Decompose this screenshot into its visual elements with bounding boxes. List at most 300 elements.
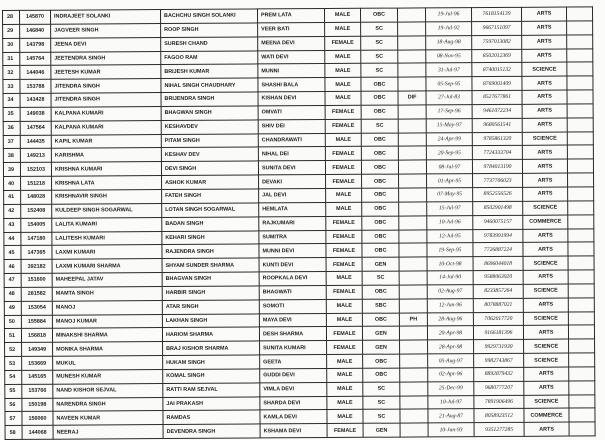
cell-father: HARBIR SINGH [162, 286, 259, 300]
cell-father: BADAN SINGH [162, 217, 259, 231]
cell-cat: SC [361, 50, 398, 64]
cell-father: BRAJ KISHOR SHARMA [163, 341, 260, 355]
cell-sr: 28 [3, 10, 20, 24]
cell-extra [567, 76, 593, 90]
table-row [5, 422, 595, 439]
cell-ph [400, 396, 428, 410]
cell-cat: OBC [362, 313, 399, 327]
cell-mobile: 8502901498 [473, 201, 523, 215]
cell-cat: GEN [363, 423, 400, 437]
cell-dob: 21-Aug-87 [428, 409, 474, 423]
cell-mother: VEER BATI [258, 22, 325, 36]
cell-stream: ARTS [521, 7, 566, 21]
cell-sr: 44 [4, 232, 21, 246]
cell-dob: 14-Jul-90 [427, 271, 473, 285]
cell-sr: 47 [4, 273, 21, 287]
cell-stream: ARTS [523, 325, 568, 339]
cell-stream: ARTS [523, 187, 568, 201]
cell-sr: 37 [3, 135, 20, 149]
cell-roll: 153669 [22, 356, 53, 370]
cell-sr: 29 [3, 24, 20, 38]
cell-name: MANOJ [52, 300, 162, 315]
cell-roll: 146840 [20, 24, 51, 38]
cell-name: LALITESH KUMARI [52, 231, 162, 246]
cell-dob: 19-Jul-96 [425, 8, 471, 22]
cell-roll: 152103 [20, 162, 51, 176]
cell-father: DEVENDRA SINGH [163, 424, 260, 438]
cell-dob: 02-Apr-96 [428, 368, 474, 382]
cell-name: KRISHNA KUMARI [51, 162, 161, 177]
cell-ph [398, 63, 426, 77]
cell-father: PITAM SINGH [161, 134, 258, 148]
cell-roll: 149213 [20, 149, 51, 163]
cell-father: SHYAM SUNDER SHARMA [162, 258, 259, 272]
cell-stream: ARTS [524, 381, 569, 395]
cell-father: KESHAVDEV [161, 120, 258, 134]
cell-mother: BHAGWATI [259, 285, 326, 299]
cell-ph: PH [399, 312, 427, 326]
cell-name: LAXMI KUMARI [52, 245, 162, 260]
cell-sr: 36 [3, 121, 20, 135]
cell-name: JITENDRA SINGH [51, 79, 161, 94]
cell-gender: MALE [327, 368, 363, 382]
cell-ph [398, 105, 426, 119]
cell-sr: 32 [3, 66, 20, 80]
cell-mobile: 9667151097 [472, 21, 522, 35]
cell-dob: 01-Apr-95 [427, 174, 473, 188]
cell-dob: 05-Sep-95 [426, 77, 472, 91]
cell-extra [568, 187, 594, 201]
cell-mother: PREM LATA [257, 9, 324, 23]
cell-ph [399, 257, 427, 271]
cell-ph [399, 243, 427, 257]
cell-mother: JAL DEVI [259, 188, 326, 202]
candidate-table [2, 6, 596, 440]
cell-father: ROOP SINGH [161, 23, 258, 37]
cell-roll: 154005 [21, 218, 52, 232]
cell-dob: 24-Apr-99 [426, 132, 472, 146]
cell-extra [569, 408, 595, 422]
cell-gender: FEMALE [327, 341, 363, 355]
cell-gender: MALE [324, 8, 360, 22]
cell-cat: OBC [362, 202, 399, 216]
cell-sr: 30 [3, 38, 20, 52]
cell-name: KARISHMA [51, 148, 161, 163]
cell-dob: 05-Aug-97 [428, 354, 474, 368]
cell-dob: 10-Jun-93 [428, 423, 474, 437]
cell-mother: GEETA [260, 355, 327, 369]
cell-mobile: 9461072234 [472, 104, 522, 118]
cell-stream: ARTS [523, 298, 568, 312]
cell-roll: 150198 [22, 398, 53, 412]
cell-roll: 147180 [21, 232, 52, 246]
cell-name: KULDEEP SINGH SOGARWAL [52, 203, 162, 218]
cell-name: JAGVEER SINGH [51, 23, 161, 38]
cell-mobile: 9784013190 [472, 160, 522, 174]
cell-ph [398, 77, 426, 91]
cell-roll: 153054 [21, 301, 52, 315]
cell-dob: 18-Aug-98 [426, 35, 472, 49]
cell-stream: ARTS [522, 90, 567, 104]
cell-extra [567, 62, 593, 76]
cell-gender: MALE [325, 50, 361, 64]
cell-mother: KAMLA DEVI [260, 410, 327, 424]
cell-father: BRIJESH KUMAR [161, 64, 258, 78]
cell-father: BACHCHU SINGH SOLANKI [161, 9, 258, 23]
cell-father: BHAGVAN SINGH [162, 272, 259, 286]
cell-gender: MALE [326, 299, 362, 313]
cell-ph [398, 36, 426, 50]
cell-name: KALPANA KUMARI [51, 106, 161, 121]
cell-roll: 149349 [22, 342, 53, 356]
cell-father: ATAR SINGH [162, 300, 259, 314]
cell-cat: GEN [362, 257, 399, 271]
cell-ph [399, 188, 427, 202]
cell-ph [398, 49, 426, 63]
cell-mobile: 9783991994 [473, 229, 523, 243]
cell-name: MAMTA SINGH [52, 286, 162, 301]
cell-stream: SCIENCE [522, 62, 567, 76]
cell-stream: ARTS [523, 229, 568, 243]
cell-sr: 39 [3, 163, 20, 177]
cell-name: NAVEEN KUMAR [53, 411, 163, 426]
cell-mobile: 9166181396 [473, 326, 523, 340]
cell-gender: FEMALE [326, 174, 362, 188]
cell-gender: MALE [325, 22, 361, 36]
cell-mobile: 7737706023 [473, 173, 523, 187]
cell-cat: SC [363, 382, 400, 396]
cell-cat: OBC [361, 105, 398, 119]
cell-sr: 58 [5, 426, 22, 440]
cell-gender: FEMALE [325, 36, 361, 50]
cell-mobile: 7891906496 [474, 395, 524, 409]
cell-father: NIHAL SINGH CHAUDHARY [161, 78, 258, 92]
cell-mother: OMVATI [258, 105, 325, 119]
cell-extra [569, 339, 595, 353]
cell-dob: 17-Sep-96 [426, 105, 472, 119]
cell-stream: ARTS [522, 118, 567, 132]
cell-cat: OBC [360, 8, 397, 22]
cell-gender: MALE [327, 382, 363, 396]
cell-gender: FEMALE [325, 105, 361, 119]
cell-extra [569, 353, 595, 367]
cell-father: ASHOK KUMAR [162, 175, 259, 189]
cell-roll: 152408 [21, 204, 52, 218]
cell-name: MONIKA SHARMA [53, 342, 163, 357]
cell-gender: FEMALE [325, 147, 361, 161]
cell-ph [400, 382, 428, 396]
cell-stream: ARTS [522, 159, 567, 173]
cell-mobile: 9929731930 [474, 340, 524, 354]
cell-ph [400, 340, 428, 354]
cell-cat: OBC [362, 174, 399, 188]
cell-stream: ARTS [523, 242, 568, 256]
cell-mobile: 8233857264 [473, 284, 523, 298]
cell-stream: ARTS [522, 35, 567, 49]
cell-father: HARIOM SHARMA [162, 327, 259, 341]
cell-sr: 35 [3, 107, 20, 121]
cell-ph [399, 271, 427, 285]
cell-mobile: 7726887224 [473, 243, 523, 257]
cell-dob: 08-Nov-95 [426, 49, 472, 63]
cell-ph [398, 146, 426, 160]
cell-mobile: 7597013082 [472, 35, 522, 49]
cell-extra [568, 201, 594, 215]
cell-mother: CHANDRAWATI [258, 133, 325, 147]
cell-ph [400, 409, 428, 423]
cell-sr: 51 [4, 329, 21, 343]
cell-gender: MALE [326, 202, 362, 216]
cell-stream: ARTS [522, 76, 567, 90]
cell-cat: OBC [363, 354, 400, 368]
cell-dob: 10-Oct-98 [427, 257, 473, 271]
cell-gender: MALE [326, 313, 362, 327]
cell-sr: 40 [4, 177, 21, 191]
cell-gender: MALE [325, 133, 361, 147]
cell-sr: 54 [5, 370, 22, 384]
cell-dob: 08-Jul-97 [426, 160, 472, 174]
cell-cat: GEN [363, 340, 400, 354]
cell-roll: 147564 [20, 121, 51, 135]
cell-extra [568, 228, 594, 242]
cell-mother: KSHAMA DEVI [260, 424, 327, 438]
cell-extra [568, 298, 594, 312]
cell-mobile: 9785861320 [472, 132, 522, 146]
cell-father: RAJENDRA SINGH [162, 244, 259, 258]
cell-name: MUNESH KUMAR [53, 369, 163, 384]
cell-stream: SCIENCE [523, 201, 568, 215]
cell-name: INDRAJEET SOLANKI [51, 10, 161, 25]
cell-sr: 48 [4, 287, 21, 301]
cell-roll: 143428 [20, 93, 51, 107]
cell-name: MINAKSHI SHARMA [52, 328, 162, 343]
cell-mother: DEVAKI [259, 175, 326, 189]
cell-mother: NIHAL DEI [258, 147, 325, 161]
cell-gender: MALE [325, 91, 361, 105]
cell-roll: 144046 [20, 66, 51, 80]
cell-dob: 12-Jul-95 [427, 229, 473, 243]
cell-ph [398, 160, 426, 174]
cell-cat: SC [361, 22, 398, 36]
cell-mother: KUNTI DEVI [259, 258, 326, 272]
cell-name: MUKUL [53, 356, 163, 371]
cell-gender: FEMALE [326, 216, 362, 230]
cell-sr: 52 [5, 343, 22, 357]
cell-extra [567, 90, 593, 104]
cell-sr: 42 [4, 204, 21, 218]
cell-gender: FEMALE [326, 285, 362, 299]
cell-name: KAPIL KUMAR [51, 134, 161, 149]
cell-stream: SCIENCE [523, 284, 568, 298]
cell-roll: 392182 [21, 259, 52, 273]
cell-roll: 149038 [20, 107, 51, 121]
cell-mother: MAYA DEVI [259, 313, 326, 327]
cell-cat: SC [363, 410, 400, 424]
cell-stream: ARTS [524, 422, 569, 436]
cell-mobile: 9460075157 [473, 215, 523, 229]
cell-dob: 10-Jul-96 [427, 215, 473, 229]
cell-gender: FEMALE [326, 257, 362, 271]
cell-sr: 55 [5, 384, 22, 398]
cell-name: LALITA KUMARI [52, 217, 162, 232]
cell-stream: SCIENCE [522, 132, 567, 146]
cell-ph [399, 285, 427, 299]
cell-name: MANOJ KUMAR [52, 314, 162, 329]
cell-father: RAMDAS [163, 410, 260, 424]
cell-gender: FEMALE [325, 119, 361, 133]
cell-sr: 34 [3, 93, 20, 107]
cell-mobile: 8740015132 [472, 63, 522, 77]
cell-sr: 57 [5, 412, 22, 426]
cell-mother: WATI DEVI [258, 50, 325, 64]
cell-cat: SC [361, 119, 398, 133]
cell-gender: FEMALE [326, 244, 362, 258]
cell-ph [399, 229, 427, 243]
cell-dob: 28-Aug-96 [427, 312, 473, 326]
cell-ph [399, 216, 427, 230]
cell-gender: FEMALE [326, 327, 362, 341]
cell-cat: SC [362, 271, 399, 285]
cell-mother: VIMLA DEVI [260, 382, 327, 396]
cell-cat: OBC [361, 160, 398, 174]
cell-ph [399, 326, 427, 340]
cell-extra [566, 7, 592, 21]
cell-mother: ROOPKALA DEVI [259, 272, 326, 286]
cell-cat: OBC [362, 285, 399, 299]
cell-name: JEETENDRA SINGH [51, 51, 161, 66]
cell-mother: MUNNI [258, 64, 325, 78]
cell-dob: 20-Sep-95 [426, 146, 472, 160]
cell-stream: ARTS [523, 173, 568, 187]
cell-stream: ARTS [522, 104, 567, 118]
cell-extra [569, 395, 595, 409]
cell-extra [567, 145, 593, 159]
cell-ph: DIF [398, 91, 426, 105]
cell-cat: OBC [362, 243, 399, 257]
cell-mother: SUNITA DEVI [258, 161, 325, 175]
cell-mother: KISHAN DEVI [258, 92, 325, 106]
cell-stream: COMMERCE [523, 215, 568, 229]
cell-roll: 143798 [20, 38, 51, 52]
cell-extra [567, 159, 593, 173]
cell-dob: 12-Jun-96 [427, 298, 473, 312]
cell-mother: MEENA DEVI [258, 36, 325, 50]
cell-cat: OBC [361, 133, 398, 147]
cell-mobile: 8892879432 [474, 367, 524, 381]
cell-extra [568, 270, 594, 284]
cell-gender: MALE [327, 396, 363, 410]
cell-ph [400, 423, 428, 437]
cell-stream: ARTS [523, 270, 568, 284]
cell-mobile: 9351277285 [474, 423, 524, 437]
cell-father: KEHARI SINGH [162, 230, 259, 244]
cell-mobile: 8769001409 [472, 77, 522, 91]
cell-gender: FEMALE [325, 161, 361, 175]
cell-mobile: 9982743867 [474, 353, 524, 367]
scanned-list-sheet [2, 6, 595, 440]
cell-father: LAKHAN SINGH [162, 313, 259, 327]
cell-ph [400, 368, 428, 382]
cell-cat: OBC [361, 147, 398, 161]
cell-sr: 46 [4, 260, 21, 274]
cell-extra [567, 104, 593, 118]
cell-extra [568, 284, 594, 298]
cell-father: LOTAN SINGH SOGARWAL [162, 203, 259, 217]
cell-dob: 25-Dec-99 [428, 381, 474, 395]
cell-mother: SHASHI BALA [258, 78, 325, 92]
cell-father: SURESH CHAND [161, 37, 258, 51]
cell-gender: MALE [326, 188, 362, 202]
cell-extra [568, 215, 594, 229]
cell-ph [398, 119, 426, 133]
cell-extra [567, 118, 593, 132]
cell-mother: SHARDA DEVI [260, 396, 327, 410]
cell-cat: SC [361, 63, 398, 77]
cell-dob: 19-Sep-95 [427, 243, 473, 257]
cell-roll: 145870 [20, 10, 51, 24]
cell-extra [567, 131, 593, 145]
cell-ph [398, 133, 426, 147]
cell-ph [399, 202, 427, 216]
cell-dob: 20-Apr-98 [427, 326, 473, 340]
cell-mother: HEMLATA [259, 202, 326, 216]
cell-dob: 28-Apr-98 [428, 340, 474, 354]
cell-sr: 50 [4, 315, 21, 329]
cell-cat: OBC [363, 368, 400, 382]
cell-gender: FEMALE [327, 424, 363, 438]
cell-mobile: 7724333704 [472, 146, 522, 160]
cell-stream: SCIENCE [524, 339, 569, 353]
cell-sr: 45 [4, 246, 21, 260]
cell-dob: 31-Jul-97 [426, 63, 472, 77]
cell-mother: SUNITA KUMARI [260, 341, 327, 355]
cell-sr: 41 [4, 190, 21, 204]
cell-mobile: 9680777207 [474, 381, 524, 395]
cell-roll: 145764 [20, 52, 51, 66]
cell-gender: MALE [326, 271, 362, 285]
cell-cat: SC [361, 36, 398, 50]
cell-father: BRIJENDRA SINGH [161, 92, 258, 106]
cell-name: KALPANA KUMARI [51, 120, 161, 135]
cell-cat: GEN [362, 326, 399, 340]
cell-sr: 31 [3, 52, 20, 66]
cell-father: FATEH SINGH [162, 189, 259, 203]
cell-ph [399, 174, 427, 188]
cell-name: KRISHNA LATA [52, 176, 162, 191]
cell-stream: SCIENCE [524, 395, 569, 409]
cell-extra [569, 422, 595, 436]
cell-mother: RAJKUMARI [259, 216, 326, 230]
cell-ph [397, 8, 425, 22]
cell-sr: 53 [5, 356, 22, 370]
cell-mother: SHIV DEI [258, 119, 325, 133]
cell-stream: ARTS [522, 145, 567, 159]
cell-name: LAXMI KUMARI SHARMA [52, 259, 162, 274]
cell-extra [568, 256, 594, 270]
cell-father: DEVI SINGH [161, 161, 258, 175]
cell-sr: 49 [4, 301, 21, 315]
cell-stream: SCIENCE [523, 256, 568, 270]
cell-extra [568, 311, 594, 325]
cell-mother: SUMITRA [259, 230, 326, 244]
cell-cat: OBC [362, 230, 399, 244]
cell-extra [568, 242, 594, 256]
cell-cat: OBC [361, 91, 398, 105]
cell-extra [567, 21, 593, 35]
cell-dob: 15-Jul-97 [427, 201, 473, 215]
cell-gender: MALE [327, 354, 363, 368]
cell-extra [567, 35, 593, 49]
